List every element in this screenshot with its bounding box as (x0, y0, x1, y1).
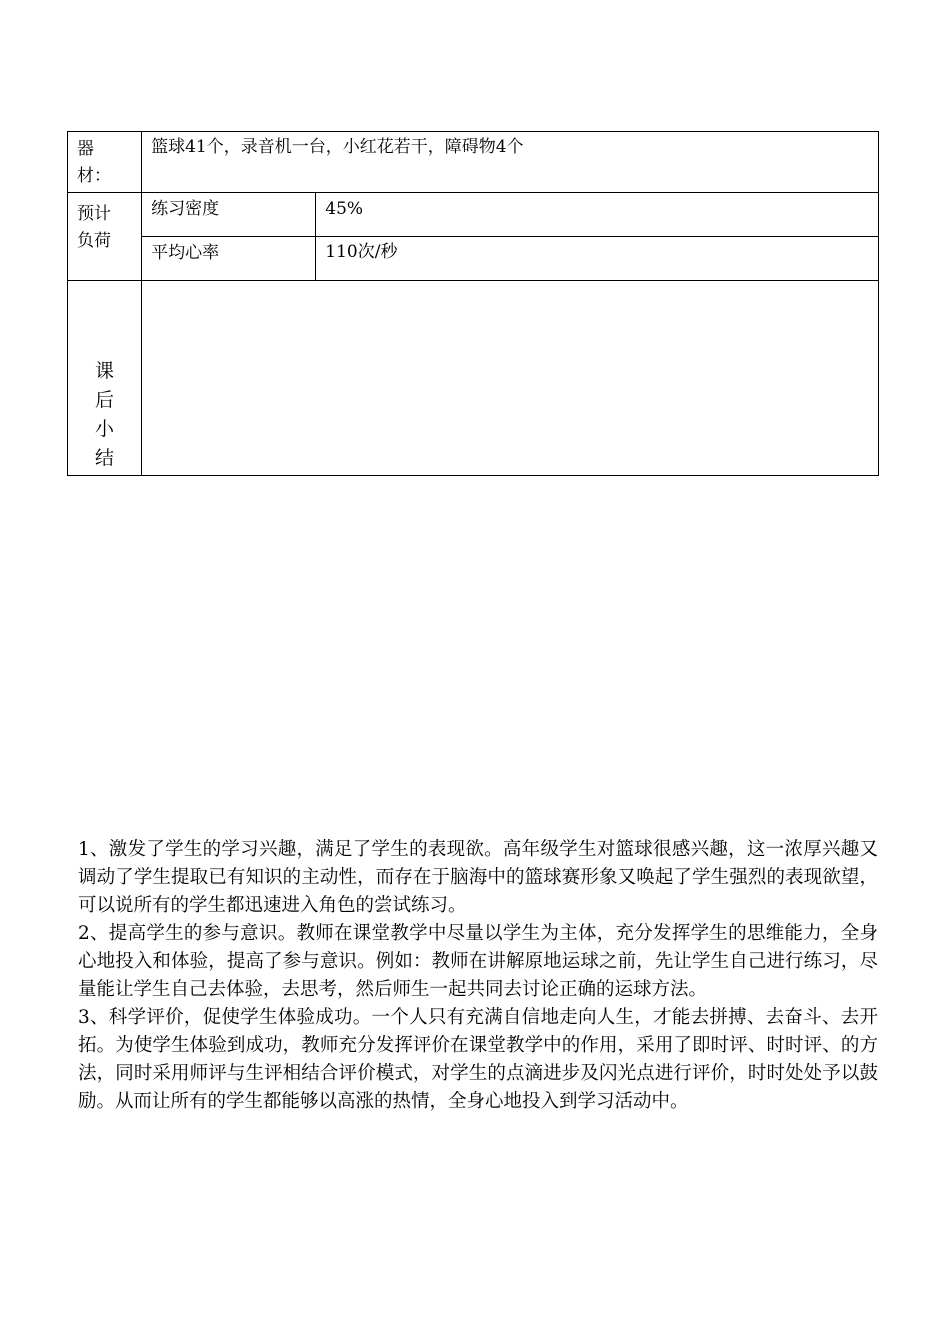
teaching-reflection (78, 836, 878, 1116)
reflection-paragraph-2: 2、提高学生的参与意识。教师在课堂教学中尽量以学生为主体，充分发挥学生的思维能力，全身心地投入和体验，提高了参与意识。例如：教师在讲解原地运球之前，先让学生自己进行练习，尽量能让学生自己去体验，去思考，然后师生一起共同去讨论正确的运球方法。 (78, 923, 878, 1000)
lesson-plan-table (67, 131, 879, 476)
reflection-paragraph-3: 3、科学评价，促使学生体验成功。一个人只有充满自信地走向人生，才能去拼搏、去奋斗、去开拓。为使学生体验到成功，教师充分发挥评价在课堂教学中的作用，采用了即时评、时时评、的方法，同时采用师评与生评相结合评价模式，对学生的点滴进步及闪光点进行评价，时时处处予以鼓励。从而让所有的学生都能够以高涨的热情，全身心地投入到学习活动中。 (78, 1007, 878, 1112)
equipment-row (68, 132, 879, 193)
load-value-density: 45% (316, 193, 879, 237)
reflection-paragraph-1: 1、激发了学生的学习兴趣，满足了学生的表现欲。高年级学生对篮球很感兴趣，这一浓厚兴趣又调动了学生提取已有知识的主动性，而存在于脑海中的篮球赛形象又唤起了学生强烈的表现欲望，可以说所有的学生都迅速进入角色的尝试练习。 (78, 839, 878, 916)
equipment-label: 器材： (77, 139, 111, 186)
load-metric-heart-rate: 平均心率 (142, 237, 316, 281)
load-value-heart-rate: 110次/秒 (316, 237, 879, 281)
summary-label: 课后小结 (95, 360, 115, 469)
summary-content (142, 281, 879, 476)
summary-label-cell (68, 281, 142, 476)
load-label-cell (68, 193, 142, 281)
load-label: 预计负荷 (77, 204, 111, 251)
load-metric-density: 练习密度 (142, 193, 316, 237)
equipment-label-cell (68, 132, 142, 193)
equipment-value: 篮球41个，录音机一台，小红花若干，障碍物4个 (142, 132, 879, 193)
summary-row (68, 281, 879, 476)
load-row-heart-rate (68, 237, 879, 281)
load-row-density (68, 193, 879, 237)
